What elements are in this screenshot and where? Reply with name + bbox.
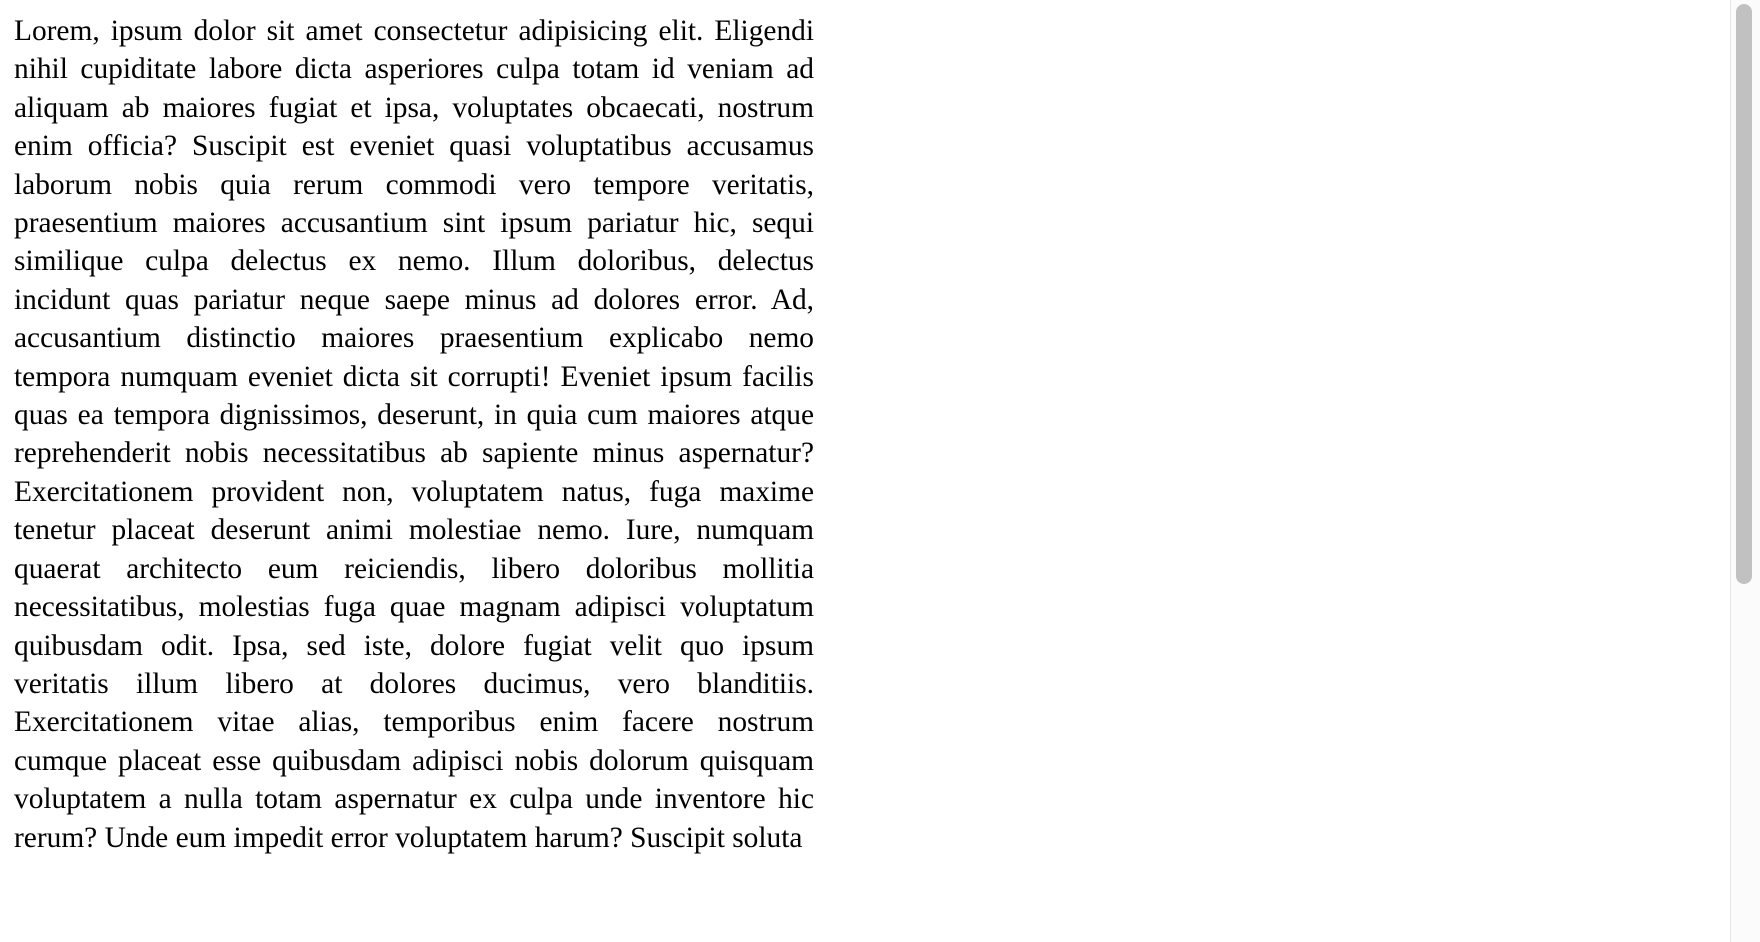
vertical-scrollbar-thumb[interactable] <box>1736 4 1752 584</box>
text-content <box>14 12 814 857</box>
lorem-paragraph: Lorem, ipsum dolor sit amet consectetur adipisicing elit. Eligendi nihil cupiditate labore dicta asperiores culpa totam id veniam ad aliquam ab maiores fugiat et ipsa, voluptates obcaecati, nostrum enim officia? Suscipit est eveniet quasi voluptatibus accusamus laborum nobis quia rerum commodi vero tempore veritatis, praesentium maiores accusantium sint ipsum pariatur hic, sequi similique culpa delectus ex nemo. Illum doloribus, delectus incidunt quas pariatur neque saepe minus ad dolores error. Ad, accusantium distinctio maiores praesentium explicabo nemo tempora numquam eveniet dicta sit corrupti! Eveniet ipsum facilis quas ea tempora dignissimos, deserunt, in quia cum maiores atque reprehenderit nobis necessitatibus ab sapiente minus aspernatur? Exercitationem provident non, voluptatem natus, fuga maxime tenetur placeat deserunt animi molestiae nemo. Iure, numquam quaerat architecto eum reiciendis, libero doloribus mollitia necessitatibus, molestias fuga quae magnam adipisci voluptatum quibusdam odit. Ipsa, sed iste, dolore fugiat velit quo ipsum veritatis illum libero at dolores ducimus, vero blanditiis. Exercitationem vitae alias, temporibus enim facere nostrum cumque placeat esse quibusdam adipisci nobis dolorum quisquam voluptatem a nulla totam aspernatur ex culpa unde inventore hic rerum? Unde eum impedit error voluptatem harum? Suscipit soluta <box>14 15 814 854</box>
